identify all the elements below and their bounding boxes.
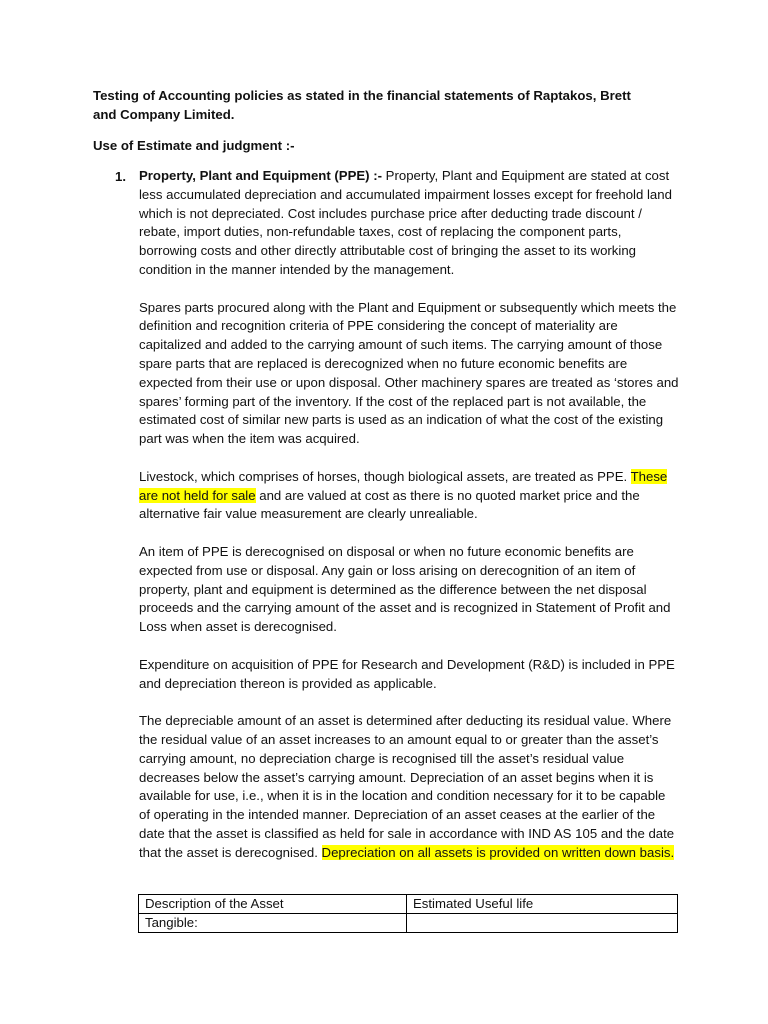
list-item-number: 1. xyxy=(115,169,126,184)
paragraph-depreciation xyxy=(139,712,679,862)
highlighted-text: Depreciation on all assets is provided on written down basis. xyxy=(321,844,675,860)
table-cell xyxy=(407,914,678,933)
document-title: Testing of Accounting policies as stated in the financial statements of Raptakos, Brett and Company Limited. xyxy=(93,88,631,122)
table-header-cell: Estimated Useful life xyxy=(407,895,678,914)
table-cell: Tangible: xyxy=(139,914,407,933)
livestock-text-start: Livestock, which comprises of horses, though biological assets, are treated as PPE. xyxy=(139,468,631,484)
paragraph-derecognition: An item of PPE is derecognised on disposal or when no future economic benefits are expected from use or disposal. Any gain or loss arising on derecognition of an item of property, plant and equipment is determined as the difference between the net disposal proceeds and the carrying amount of the asset and is recognized in Statement of Profit and Loss when asset is derecognised. xyxy=(139,543,671,635)
paragraph-ppe-intro-text: Property, Plant and Equipment are stated at cost less accumulated depreciation and accumulated impairment losses except for freehold land which is not depreciated. Cost includes purchase price after deducting trade discount / rebate, import duties, non-refundable taxes, cost of replacing the component parts, borrowing costs and other directly attributable cost of bringing the asset to its working condition in the manner intended by the management. xyxy=(139,168,672,277)
highlighted-text: These are not held for sale xyxy=(139,468,668,503)
depreciation-text: The depreciable amount of an asset is determined after deducting its residual value. Where the residual value of an asset increases to an amount equal to or greater than the asset’s carrying amount, no depreciation charge is recognised till the asset’s residual value decreases below the asset’s carrying amount. Depreciation of an asset begins when it is available for use, i.e., when it is in the location and condition necessary for it to be capable of operating in the intended manner. Depreciation of an asset ceases at the earlier of the date that the asset is classified as held for sale in accordance with IND AS 105 and the date that the asset is derecognised. xyxy=(139,713,675,860)
list-item-body xyxy=(139,167,679,881)
useful-life-table xyxy=(138,894,678,933)
paragraph-livestock xyxy=(139,468,679,524)
table-header-cell: Description of the Asset xyxy=(139,895,407,914)
section-subheading: Use of Estimate and judgment :- xyxy=(93,138,295,153)
item-heading: Property, Plant and Equipment (PPE) :- xyxy=(139,168,383,183)
paragraph-spare-parts: Spares parts procured along with the Plant and Equipment or subsequently which meets the definition and recognition criteria of PPE considering the concept of materiality are capitalized and added to the carrying amount of such items. The carrying amount of those spare parts that are replaced is derecognized when no future economic benefits are expected from their use or upon disposal. Other machinery spares are treated as ‘stores and spares’ forming part of the inventory. If the cost of the replaced part is not available, the estimated cost of similar new parts is used as an indication of what the cost of the existing part was when the item was acquired. xyxy=(139,299,679,447)
table-row xyxy=(139,914,678,933)
livestock-text-end: and are valued at cost as there is no quoted market price and the alternative fair value measurement are clearly unrealiable. xyxy=(139,487,640,522)
table-header-row xyxy=(139,895,678,914)
paragraph-ppe-intro xyxy=(139,167,679,280)
paragraph-rnd: Expenditure on acquisition of PPE for Research and Development (R&D) is included in PPE and depreciation thereon is provided as applicable. xyxy=(139,656,675,691)
